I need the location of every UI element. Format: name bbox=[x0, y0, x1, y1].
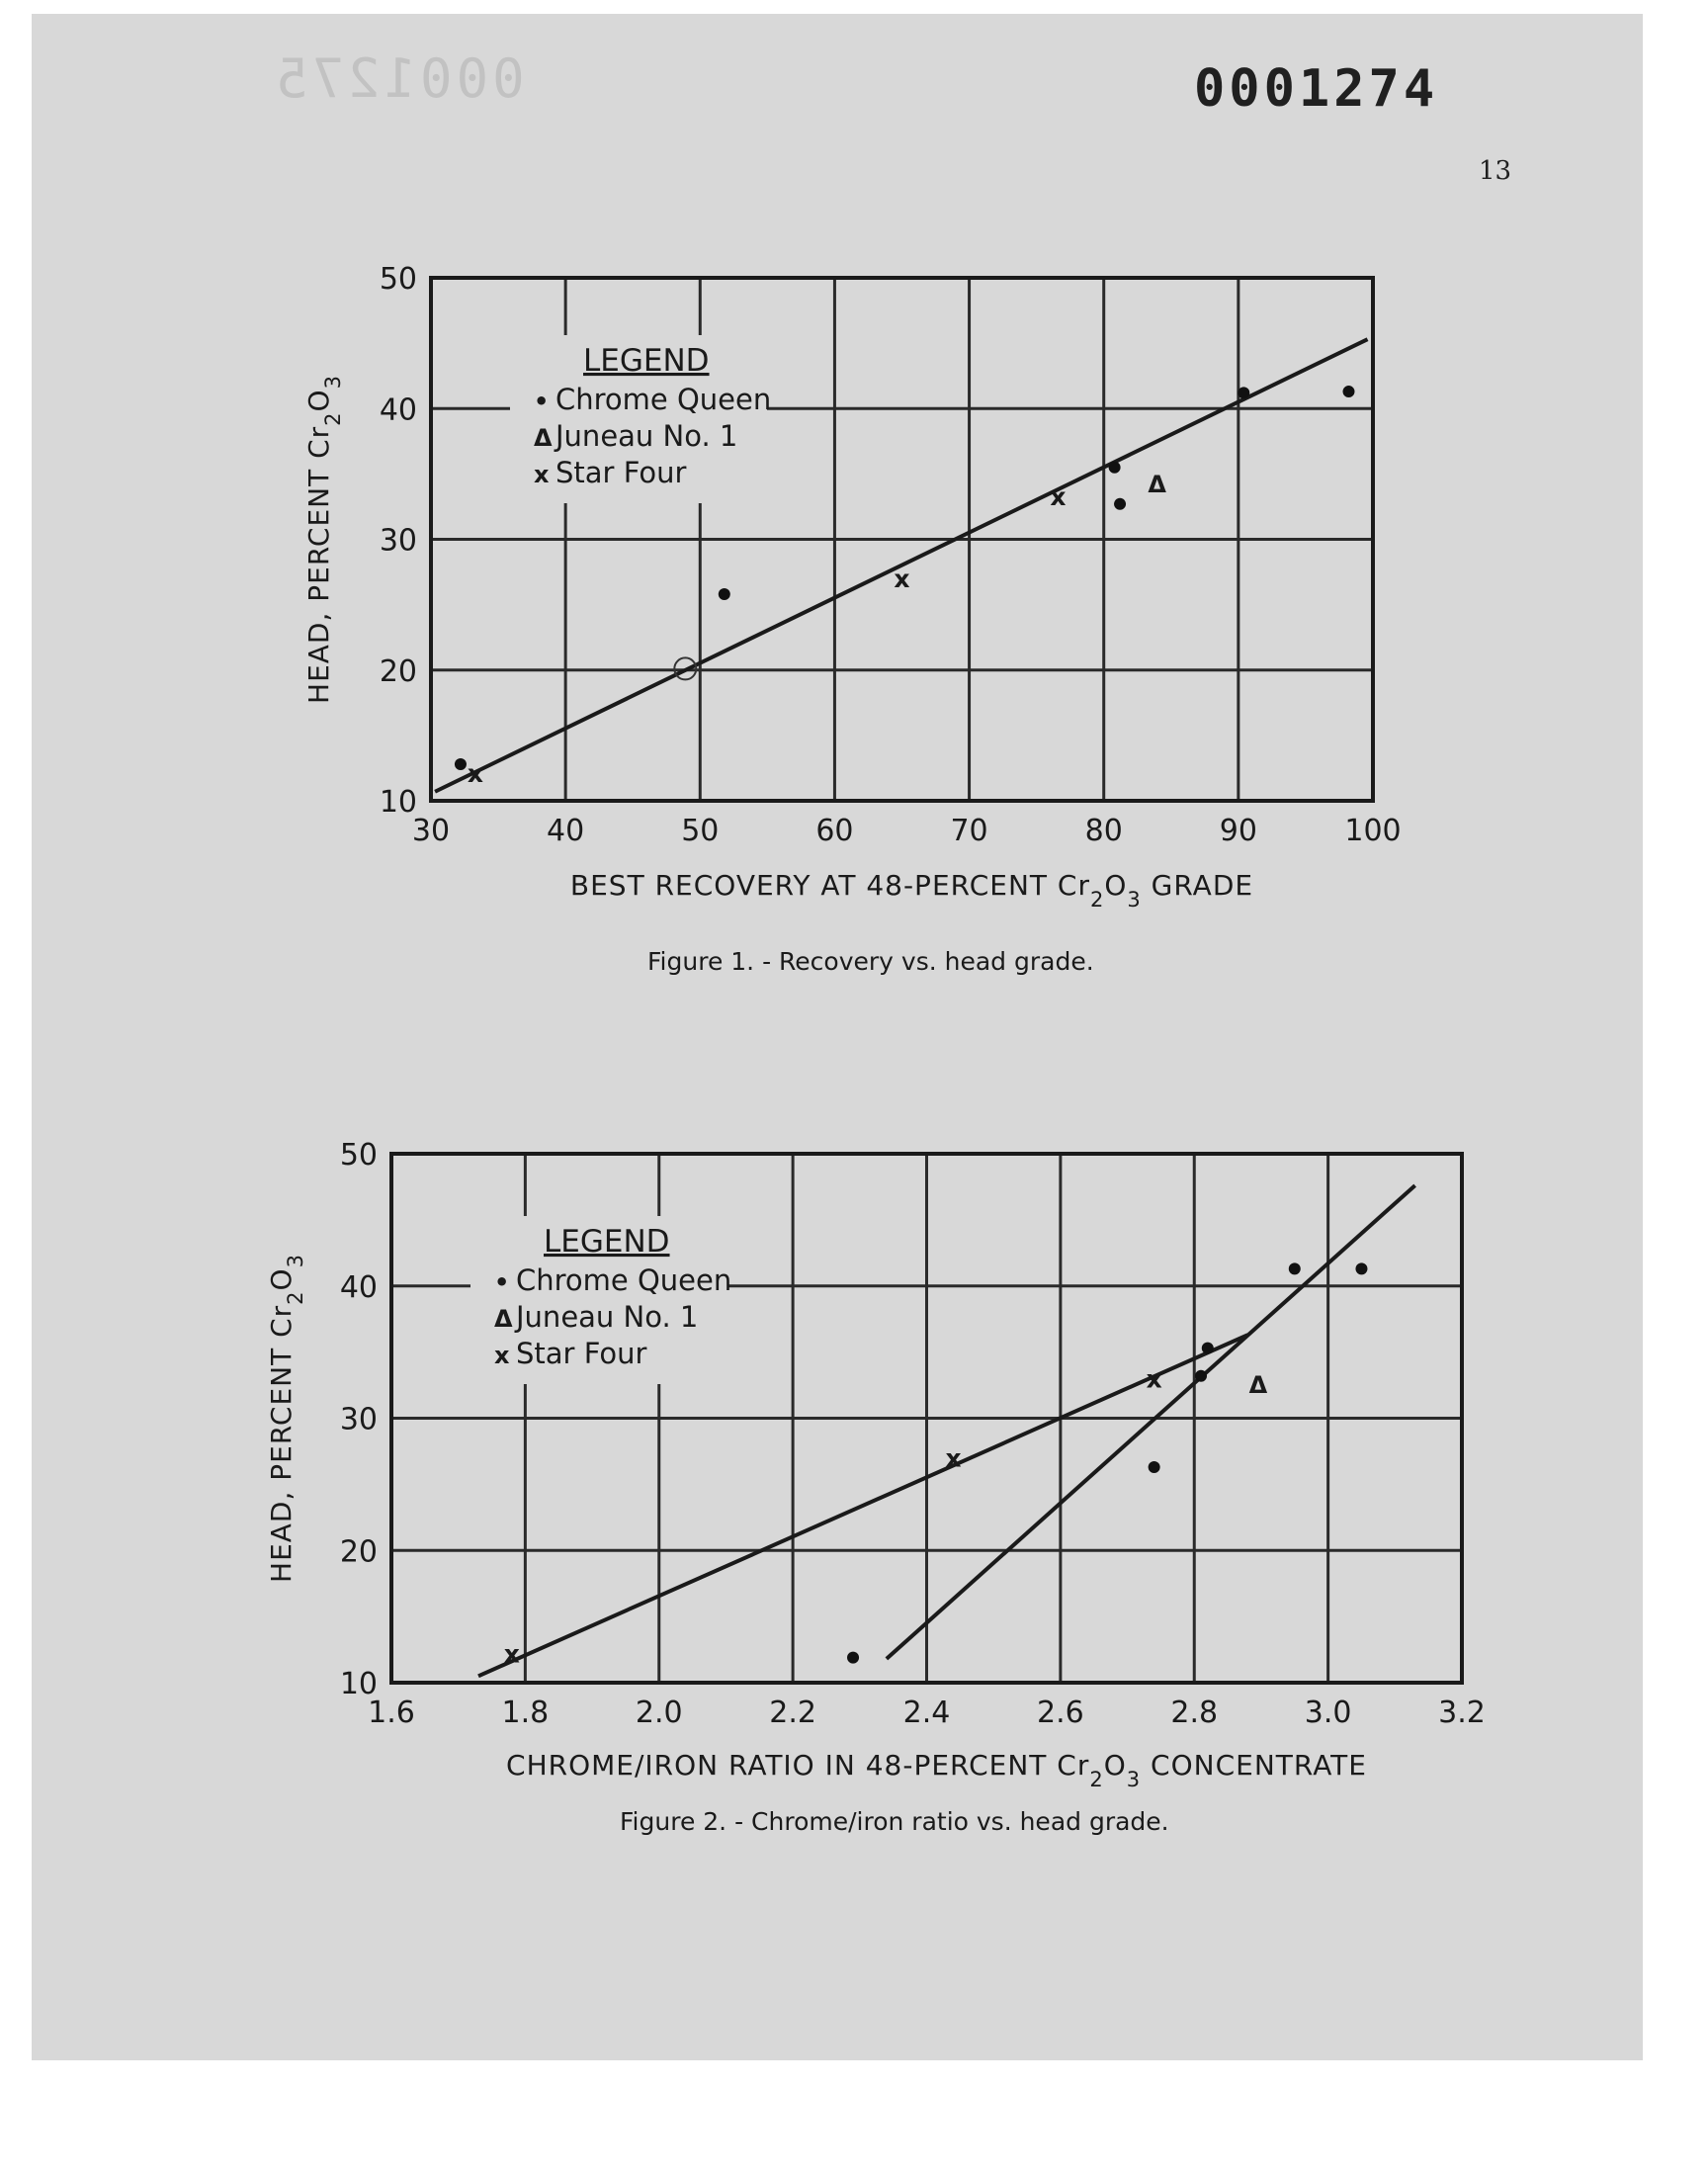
fig2-x-tick-label: 2.8 bbox=[1170, 1696, 1219, 1730]
fig2-point-chrome-queen bbox=[1202, 1343, 1214, 1354]
fig1-x-tick-label: 100 bbox=[1344, 814, 1402, 848]
fig2-trend-line bbox=[887, 1185, 1415, 1659]
fig2-point-chrome-queen bbox=[1149, 1461, 1160, 1473]
fig2-point-star-four: x bbox=[1146, 1364, 1162, 1394]
fig2-point-juneau: Δ bbox=[1248, 1371, 1268, 1400]
fig1-x-tick-label: 90 bbox=[1219, 814, 1257, 848]
fig1-legend-title: LEGEND bbox=[583, 343, 710, 379]
fig2-point-chrome-queen bbox=[847, 1652, 859, 1664]
fig1-legend-label: Juneau No. 1 bbox=[555, 419, 738, 453]
fig2-legend-symbol: x bbox=[494, 1342, 510, 1369]
document-stamp-number: 0001274 bbox=[1194, 59, 1439, 119]
fig2-y-tick-label: 40 bbox=[339, 1269, 378, 1305]
fig2-trend-line bbox=[478, 1335, 1247, 1676]
fig2-y-axis-label: HEAD, PERCENT $Cr_2O_3$ bbox=[265, 1254, 307, 1583]
fig2-point-star-four: x bbox=[503, 1639, 520, 1669]
fig1-legend-label: Chrome Queen bbox=[555, 383, 772, 416]
fig2-legend-label: Chrome Queen bbox=[516, 1263, 732, 1297]
fig1-point-juneau: Δ bbox=[1148, 470, 1166, 498]
fig2-x-tick-label: 2.0 bbox=[635, 1696, 683, 1730]
fig1-point-star-four: x bbox=[894, 565, 910, 594]
fig1-x-tick-label: 60 bbox=[815, 814, 854, 848]
fig2-legend-label: Star Four bbox=[516, 1337, 647, 1370]
fig2-legend-label: Juneau No. 1 bbox=[516, 1300, 699, 1334]
fig1-point-chrome-queen bbox=[1238, 387, 1249, 398]
fig2-point-chrome-queen bbox=[1355, 1262, 1367, 1274]
fig1-point-chrome-queen bbox=[1342, 386, 1354, 397]
figure-1-caption: Figure 1. - Recovery vs. head grade. bbox=[647, 947, 1094, 976]
figure-2-caption: Figure 2. - Chrome/iron ratio vs. head grade. bbox=[620, 1807, 1169, 1836]
fig1-point-chrome-queen bbox=[455, 758, 467, 770]
fig1-point-star-four: x bbox=[1050, 481, 1067, 511]
fig1-x-tick-label: 70 bbox=[950, 814, 988, 848]
fig2-x-tick-label: 2.6 bbox=[1037, 1696, 1084, 1730]
fig2-x-tick-label: 1.6 bbox=[368, 1696, 415, 1730]
fig2-group bbox=[265, 1138, 1486, 1791]
fig1-point-chrome-queen bbox=[1114, 498, 1126, 510]
fig1-x-axis-label: BEST RECOVERY AT 48-PERCENT $Cr_2O_3$ GRADE bbox=[569, 869, 1254, 912]
fig1-legend-symbol: • bbox=[534, 388, 550, 415]
fig2-legend-symbol: • bbox=[494, 1268, 510, 1296]
fig1-y-tick-label: 30 bbox=[379, 523, 417, 559]
fig2-x-tick-label: 1.8 bbox=[501, 1696, 550, 1730]
fig1-y-tick-label: 10 bbox=[379, 785, 417, 820]
fig1-point-chrome-queen bbox=[719, 588, 730, 600]
fig2-y-tick-label: 30 bbox=[339, 1402, 378, 1437]
fig1-x-tick-label: 40 bbox=[547, 814, 585, 848]
fig1-group bbox=[302, 262, 1402, 912]
fig1-y-tick-label: 20 bbox=[379, 653, 417, 689]
fig1-y-tick-label: 40 bbox=[379, 392, 417, 428]
fig2-y-tick-label: 10 bbox=[339, 1667, 378, 1701]
fig2-point-star-four: x bbox=[945, 1443, 962, 1473]
fig1-point-chrome-queen bbox=[1109, 462, 1121, 474]
fig2-legend-title: LEGEND bbox=[544, 1224, 670, 1260]
fig2-x-tick-label: 2.4 bbox=[902, 1696, 951, 1730]
fig2-x-tick-label: 3.0 bbox=[1304, 1696, 1352, 1730]
fig1-legend-symbol: Δ bbox=[534, 424, 553, 452]
fig2-x-axis-label: CHROME/IRON RATIO IN 48-PERCENT $Cr_2O_3$ CONCENTRATE bbox=[506, 1749, 1367, 1791]
fig1-x-tick-label: 80 bbox=[1084, 814, 1123, 848]
fig1-x-tick-label: 30 bbox=[411, 814, 451, 848]
fig2-point-chrome-queen bbox=[1289, 1262, 1301, 1274]
fig2-x-tick-label: 3.2 bbox=[1438, 1696, 1486, 1730]
fig1-x-tick-label: 50 bbox=[681, 814, 720, 848]
fig1-legend-symbol: x bbox=[534, 461, 550, 488]
fig2-y-tick-label: 50 bbox=[339, 1138, 378, 1173]
page-number: 13 bbox=[1479, 156, 1512, 186]
fig1-point-star-four: x bbox=[467, 759, 483, 789]
fig1-legend-label: Star Four bbox=[555, 456, 687, 489]
fig2-legend-symbol: Δ bbox=[494, 1305, 513, 1333]
fig1-y-axis-label: HEAD, PERCENT $Cr_2O_3$ bbox=[302, 375, 345, 704]
fig1-y-tick-label: 50 bbox=[379, 262, 417, 297]
bleed-through-number: 0001275 bbox=[272, 47, 525, 110]
fig2-y-tick-label: 20 bbox=[339, 1534, 378, 1570]
fig2-point-chrome-queen bbox=[1195, 1370, 1207, 1382]
fig2-x-tick-label: 2.2 bbox=[769, 1696, 816, 1730]
